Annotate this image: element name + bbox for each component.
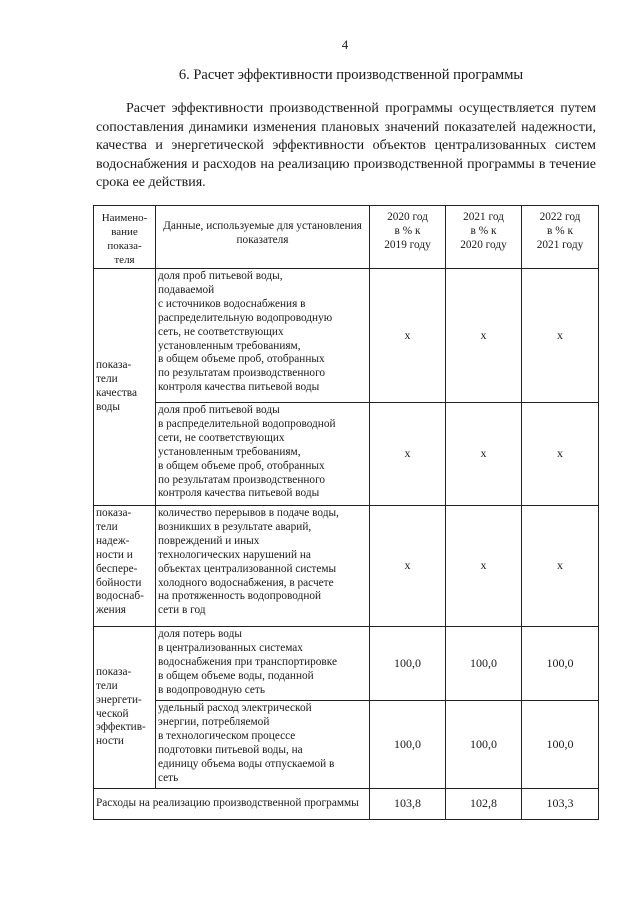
page-number: 4	[341, 37, 349, 52]
indicator-text: количество перерывов в подаче воды, возникших в результате аварий, повреждений и иных технологических нарушений на объектах централизованной системы холодного водоснабжения, в расчете на протяженность водопроводной сети в год	[156, 506, 370, 627]
table-row	[94, 269, 599, 403]
value-2020: x	[370, 403, 446, 506]
section-heading: 6. Расчет эффективности производственной программы	[178, 67, 524, 83]
indicator-text: доля потерь воды в централизованных системах водоснабжения при транспортировке в общем объеме воды, поданной в водопроводную сеть	[156, 627, 370, 701]
header-2021: 2021 год в % к 2020 году	[446, 206, 522, 269]
value-2022: x	[522, 403, 599, 506]
indicator-text: доля проб питьевой воды, подаваемой с источников водоснабжения в распределительную водопроводную сеть, не соответствующих установленным требованиям, в общем объеме проб, отобранных по результатам производственного контроля качества питьевой воды	[156, 269, 370, 403]
intro-paragraph: Расчет эффективности производственной программы осуществляется путем сопоставления динамики изменения плановых значений показателей надежности, качества и энергетической эффективности объектов централизованных систем водоснабжения и расходов на реализацию производственной программы в течение срока ее действия.	[96, 101, 596, 190]
header-indicator-name: Наимено- вание показа- теля	[94, 206, 156, 269]
header-2020: 2020 год в % к 2019 году	[370, 206, 446, 269]
indicator-text: доля проб питьевой воды в распределительной водопроводной сети, не соответствующих установленным требованиям, в общем объеме проб, отобранных по результатам производственного контроля качества питьевой воды	[156, 403, 370, 506]
value-2021: x	[446, 506, 522, 627]
table-row	[94, 506, 599, 627]
group-name-energy: показа- тели энергети- ческой эффектив- ности	[94, 627, 156, 789]
value-2020: x	[370, 506, 446, 627]
value-2022: 100,0	[522, 701, 599, 789]
table-row	[94, 403, 599, 506]
value-2021: x	[446, 403, 522, 506]
group-name-quality: показа- тели качества воды	[94, 269, 156, 506]
group-name-reliability: показа- тели надеж- ности и беспере- бойности водоснаб- жения	[94, 506, 156, 627]
value-2021: x	[446, 269, 522, 403]
efficiency-table	[93, 205, 599, 820]
header-2022: 2022 год в % к 2021 году	[522, 206, 599, 269]
expenses-row	[94, 789, 599, 820]
value-2021: 100,0	[446, 701, 522, 789]
value-2021: 100,0	[446, 627, 522, 701]
indicator-text: удельный расход электрической энергии, потребляемой в технологическом процессе подготовки питьевой воды, на единицу объема воды отпускаемой в сеть	[156, 701, 370, 789]
table-row	[94, 627, 599, 701]
table-header-row	[94, 206, 599, 269]
value-2020: 100,0	[370, 627, 446, 701]
expenses-2022: 103,3	[522, 789, 599, 820]
value-2022: x	[522, 269, 599, 403]
expenses-label: Расходы на реализацию производственной программы	[94, 789, 370, 820]
value-2020: 100,0	[370, 701, 446, 789]
value-2022: 100,0	[522, 627, 599, 701]
table-row	[94, 701, 599, 789]
expenses-2021: 102,8	[446, 789, 522, 820]
header-data-used: Данные, используемые для установления показателя	[156, 206, 370, 269]
value-2020: x	[370, 269, 446, 403]
value-2022: x	[522, 506, 599, 627]
expenses-2020: 103,8	[370, 789, 446, 820]
